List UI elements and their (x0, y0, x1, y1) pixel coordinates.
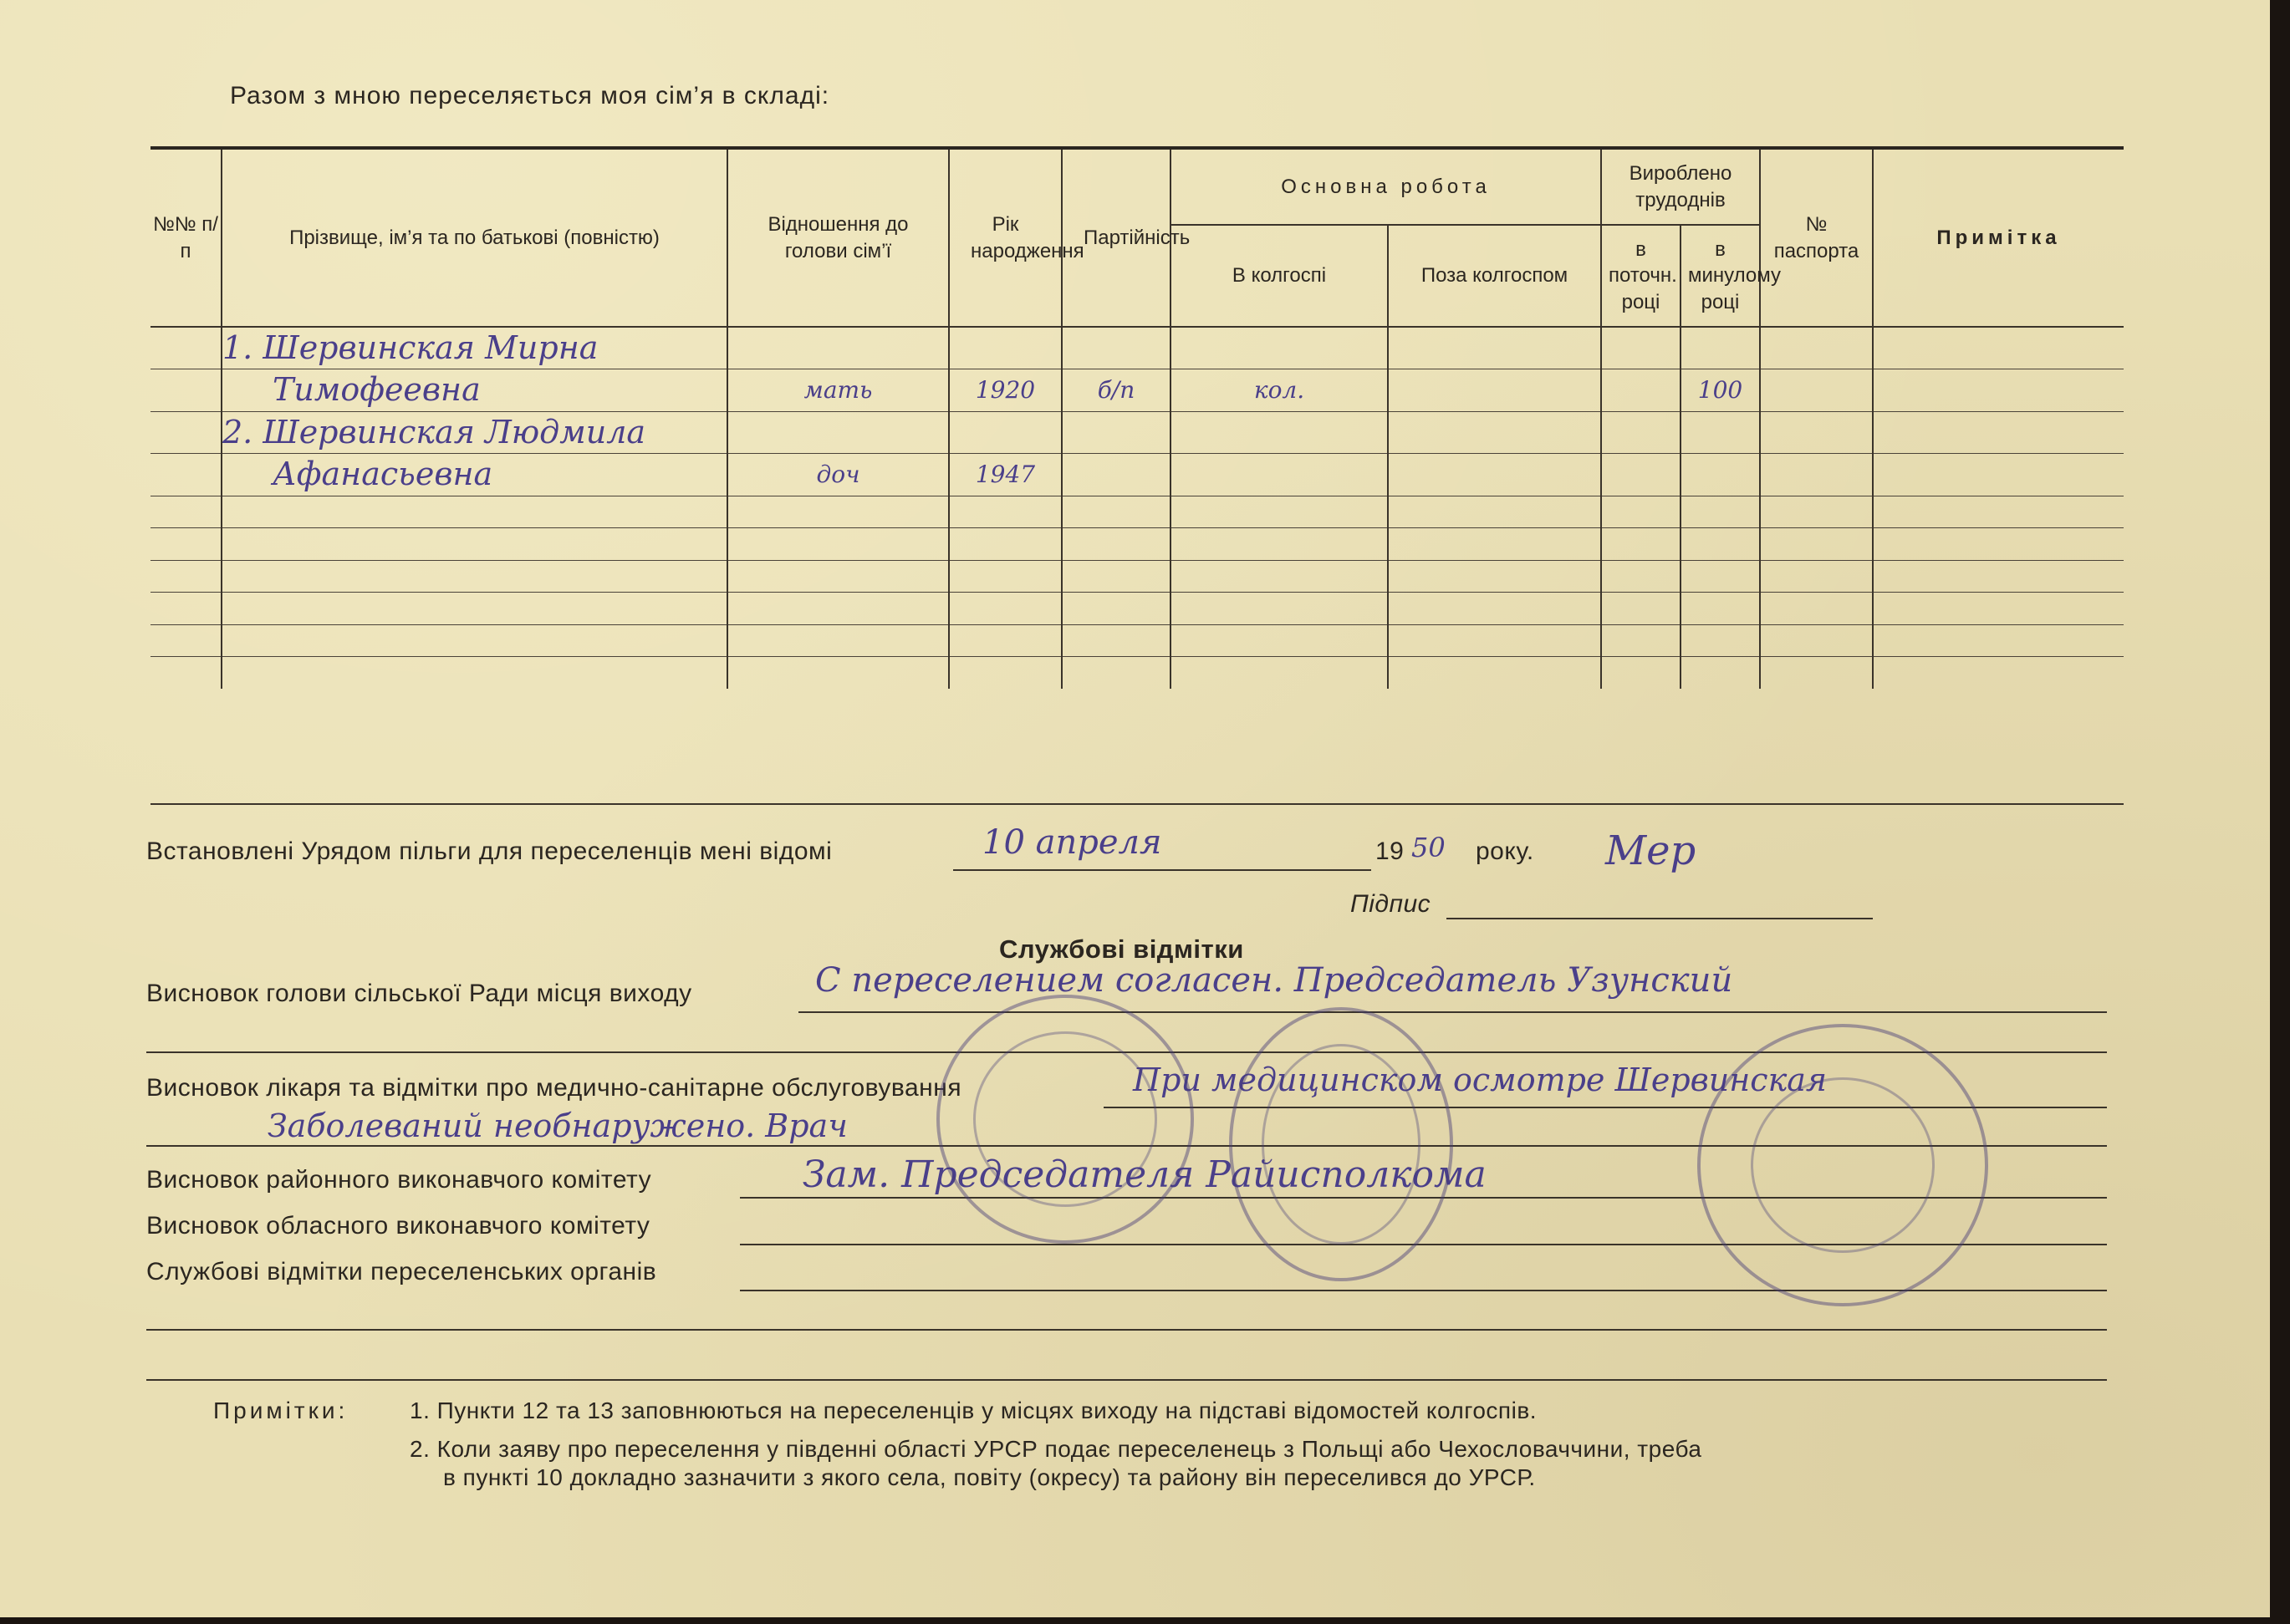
sign-label: Підпис (1350, 890, 1431, 918)
table-row (150, 593, 2124, 625)
cell-note (1873, 657, 2124, 689)
cell-note (1873, 411, 2124, 453)
year-prefix: 19 (1375, 837, 1405, 865)
cell-passport (1760, 327, 1873, 369)
cell-note (1873, 496, 2124, 528)
cell-relation (727, 593, 949, 625)
village-value: С переселением согласен. Председатель Узунский (815, 961, 1733, 1000)
cell-relation (727, 560, 949, 593)
table-row (150, 528, 2124, 561)
cell-note (1873, 369, 2124, 411)
year-suffix: року. (1476, 837, 1534, 865)
cell-past-value: 100 (1697, 375, 1743, 404)
doctor-value-2: Заболеваний необнаружено. Врач (268, 1107, 848, 1144)
cell-num (150, 369, 222, 411)
resettle-label: Службові відмітки переселенських органів (146, 1258, 657, 1285)
cell-relation-value: доч (816, 460, 860, 488)
doctor-value-1: При медицинском осмотре Шервинская (1133, 1061, 1828, 1098)
cell-outside (1388, 657, 1601, 689)
note-2b: в пункті 10 докладно зазначити з якого села, повіту (окресу) та району він переселився до УРСР. (443, 1464, 1536, 1490)
cell-party (1062, 496, 1171, 528)
header-labor-past: в минулому році (1681, 225, 1760, 327)
cell-kolhosp (1171, 454, 1388, 496)
note-1: 1. Пункти 12 та 13 заповнюються на переселенців у місцях виходу на підставі відомостей колгоспів. (410, 1397, 1537, 1423)
doctor-label: Висновок лікаря та відмітки про медично-санітарне обслуговування (146, 1074, 962, 1102)
cell-passport (1760, 369, 1873, 411)
cell-birth (949, 327, 1062, 369)
cell-relation (727, 411, 949, 453)
cell-name (222, 454, 727, 496)
cell-birth (949, 496, 1062, 528)
header-passport: № паспорта (1760, 148, 1873, 327)
cell-name (222, 624, 727, 657)
cell-kolhosp (1171, 560, 1388, 593)
table-bottom-rule (150, 803, 2124, 805)
header-work-outside: Поза колгоспом (1388, 225, 1601, 327)
cell-passport (1760, 454, 1873, 496)
cell-party (1062, 454, 1171, 496)
table-row (150, 560, 2124, 593)
cell-name (222, 496, 727, 528)
cell-outside (1388, 327, 1601, 369)
cell-kolhosp (1171, 327, 1388, 369)
notes-title: Примітки: (213, 1397, 349, 1423)
cell-name-value: 1. Шервинская Мирна (222, 329, 599, 366)
benefits-label: Встановлені Урядом пільги для переселенців мені відомі (146, 837, 833, 865)
village-stamp (1229, 1007, 1453, 1281)
cell-relation (727, 657, 949, 689)
cell-kolhosp (1171, 369, 1388, 411)
cell-name (222, 411, 727, 453)
cell-current (1601, 496, 1681, 528)
cell-past (1681, 528, 1760, 561)
header-work-kolhosp: В колгоспі (1171, 225, 1388, 327)
cell-relation-value: мать (803, 375, 873, 404)
cell-name (222, 369, 727, 411)
cell-passport (1760, 560, 1873, 593)
cell-outside (1388, 411, 1601, 453)
cell-current (1601, 560, 1681, 593)
cell-outside (1388, 369, 1601, 411)
cell-kolhosp (1171, 528, 1388, 561)
cell-birth-value: 1920 (975, 375, 1036, 404)
cell-num (150, 528, 222, 561)
cell-num (150, 496, 222, 528)
cell-name (222, 593, 727, 625)
cell-past (1681, 624, 1760, 657)
cell-num (150, 624, 222, 657)
cell-relation (727, 624, 949, 657)
cell-past (1681, 411, 1760, 453)
cell-current (1601, 369, 1681, 411)
cell-past (1681, 327, 1760, 369)
year-value: 50 (1411, 832, 1446, 863)
cell-num (150, 454, 222, 496)
cell-party (1062, 657, 1171, 689)
benefits-line (953, 869, 1371, 871)
cell-name-value: 2. Шервинская Людмила (222, 413, 646, 451)
signature: Мер (1605, 827, 1696, 874)
medical-stamp (936, 995, 1194, 1244)
cell-kolhosp (1171, 411, 1388, 453)
cell-birth (949, 411, 1062, 453)
district-label: Висновок районного виконавчого комітету (146, 1166, 652, 1194)
district-stamp (1697, 1024, 1988, 1306)
cell-kolhosp (1171, 657, 1388, 689)
cell-party (1062, 593, 1171, 625)
cell-relation (727, 454, 949, 496)
cell-outside (1388, 528, 1601, 561)
cell-current (1601, 657, 1681, 689)
cell-note (1873, 624, 2124, 657)
header-labor-current: в поточн. році (1601, 225, 1681, 327)
cell-party (1062, 624, 1171, 657)
cell-relation (727, 327, 949, 369)
cell-past (1681, 657, 1760, 689)
header-labor-group: Вироблено трудоднів (1601, 148, 1760, 225)
cell-birth (949, 624, 1062, 657)
table-row (150, 327, 2124, 369)
cell-current (1601, 593, 1681, 625)
cell-birth (949, 369, 1062, 411)
cell-passport (1760, 593, 1873, 625)
sign-line (1446, 918, 1873, 919)
cell-outside (1388, 454, 1601, 496)
cell-birth (949, 657, 1062, 689)
table-row (150, 369, 2124, 411)
header-work-group: Основна робота (1171, 148, 1601, 225)
cell-name (222, 560, 727, 593)
cell-kolhosp (1171, 624, 1388, 657)
cell-current (1601, 528, 1681, 561)
cell-kolhosp (1171, 593, 1388, 625)
note-2a: 2. Коли заяву про переселення у південні області УРСР подає переселенець з Польщі або Чехословаччини, треба (410, 1436, 1702, 1462)
cell-birth (949, 454, 1062, 496)
cell-name (222, 327, 727, 369)
header-birth: Рік народження (949, 148, 1062, 327)
cell-outside (1388, 624, 1601, 657)
benefits-value: 10 апреля (982, 823, 1162, 862)
cell-party (1062, 528, 1171, 561)
cell-birth (949, 593, 1062, 625)
header-note: Примітка (1873, 148, 2124, 327)
intro-line: Разом з мною переселяється моя сім’я в складі: (230, 82, 830, 109)
cell-past (1681, 560, 1760, 593)
table-row (150, 496, 2124, 528)
cell-party-value: б/п (1097, 375, 1135, 404)
family-table (150, 146, 2124, 689)
resettle-line-3 (146, 1379, 2107, 1381)
cell-past (1681, 593, 1760, 625)
cell-party (1062, 411, 1171, 453)
cell-birth-value: 1947 (975, 460, 1036, 488)
cell-note (1873, 528, 2124, 561)
cell-note (1873, 454, 2124, 496)
cell-num (150, 593, 222, 625)
cell-name-value: Афанасьевна (273, 456, 493, 493)
cell-relation (727, 528, 949, 561)
cell-past (1681, 496, 1760, 528)
cell-relation (727, 369, 949, 411)
cell-birth (949, 528, 1062, 561)
cell-name (222, 657, 727, 689)
oblast-label: Висновок обласного виконавчого комітету (146, 1212, 650, 1240)
cell-num (150, 560, 222, 593)
header-relation: Відношення до голови сім’ї (727, 148, 949, 327)
cell-current (1601, 454, 1681, 496)
district-value: Зам. Председателя Райисполкома (803, 1153, 1487, 1196)
resettle-line-2 (146, 1329, 2107, 1331)
cell-note (1873, 593, 2124, 625)
cell-num (150, 327, 222, 369)
cell-kolhosp-value: кол. (1253, 375, 1305, 404)
cell-num (150, 657, 222, 689)
cell-num (150, 411, 222, 453)
cell-party (1062, 369, 1171, 411)
village-line (798, 1011, 2107, 1013)
table-row (150, 454, 2124, 496)
cell-current (1601, 624, 1681, 657)
cell-relation (727, 496, 949, 528)
header-party: Партійність (1062, 148, 1171, 327)
header-num: №№ п/п (150, 148, 222, 327)
cell-birth (949, 560, 1062, 593)
official-heading: Службові відмітки (999, 934, 1244, 964)
cell-kolhosp (1171, 496, 1388, 528)
cell-party (1062, 327, 1171, 369)
cell-name (222, 528, 727, 561)
cell-passport (1760, 496, 1873, 528)
village-label: Висновок голови сільської Ради місця виходу (146, 980, 692, 1007)
table-row (150, 624, 2124, 657)
cell-party (1062, 560, 1171, 593)
cell-past (1681, 454, 1760, 496)
cell-current (1601, 327, 1681, 369)
cell-name-value: Тимофеевна (273, 371, 481, 409)
cell-passport (1760, 528, 1873, 561)
table-row (150, 411, 2124, 453)
cell-current (1601, 411, 1681, 453)
cell-passport (1760, 657, 1873, 689)
cell-note (1873, 560, 2124, 593)
cell-outside (1388, 593, 1601, 625)
cell-passport (1760, 624, 1873, 657)
cell-note (1873, 327, 2124, 369)
header-name: Прізвище, ім’я та по батькові (повністю) (222, 148, 727, 327)
cell-outside (1388, 560, 1601, 593)
cell-passport (1760, 411, 1873, 453)
cell-outside (1388, 496, 1601, 528)
table-row (150, 657, 2124, 689)
cell-past (1681, 369, 1760, 411)
